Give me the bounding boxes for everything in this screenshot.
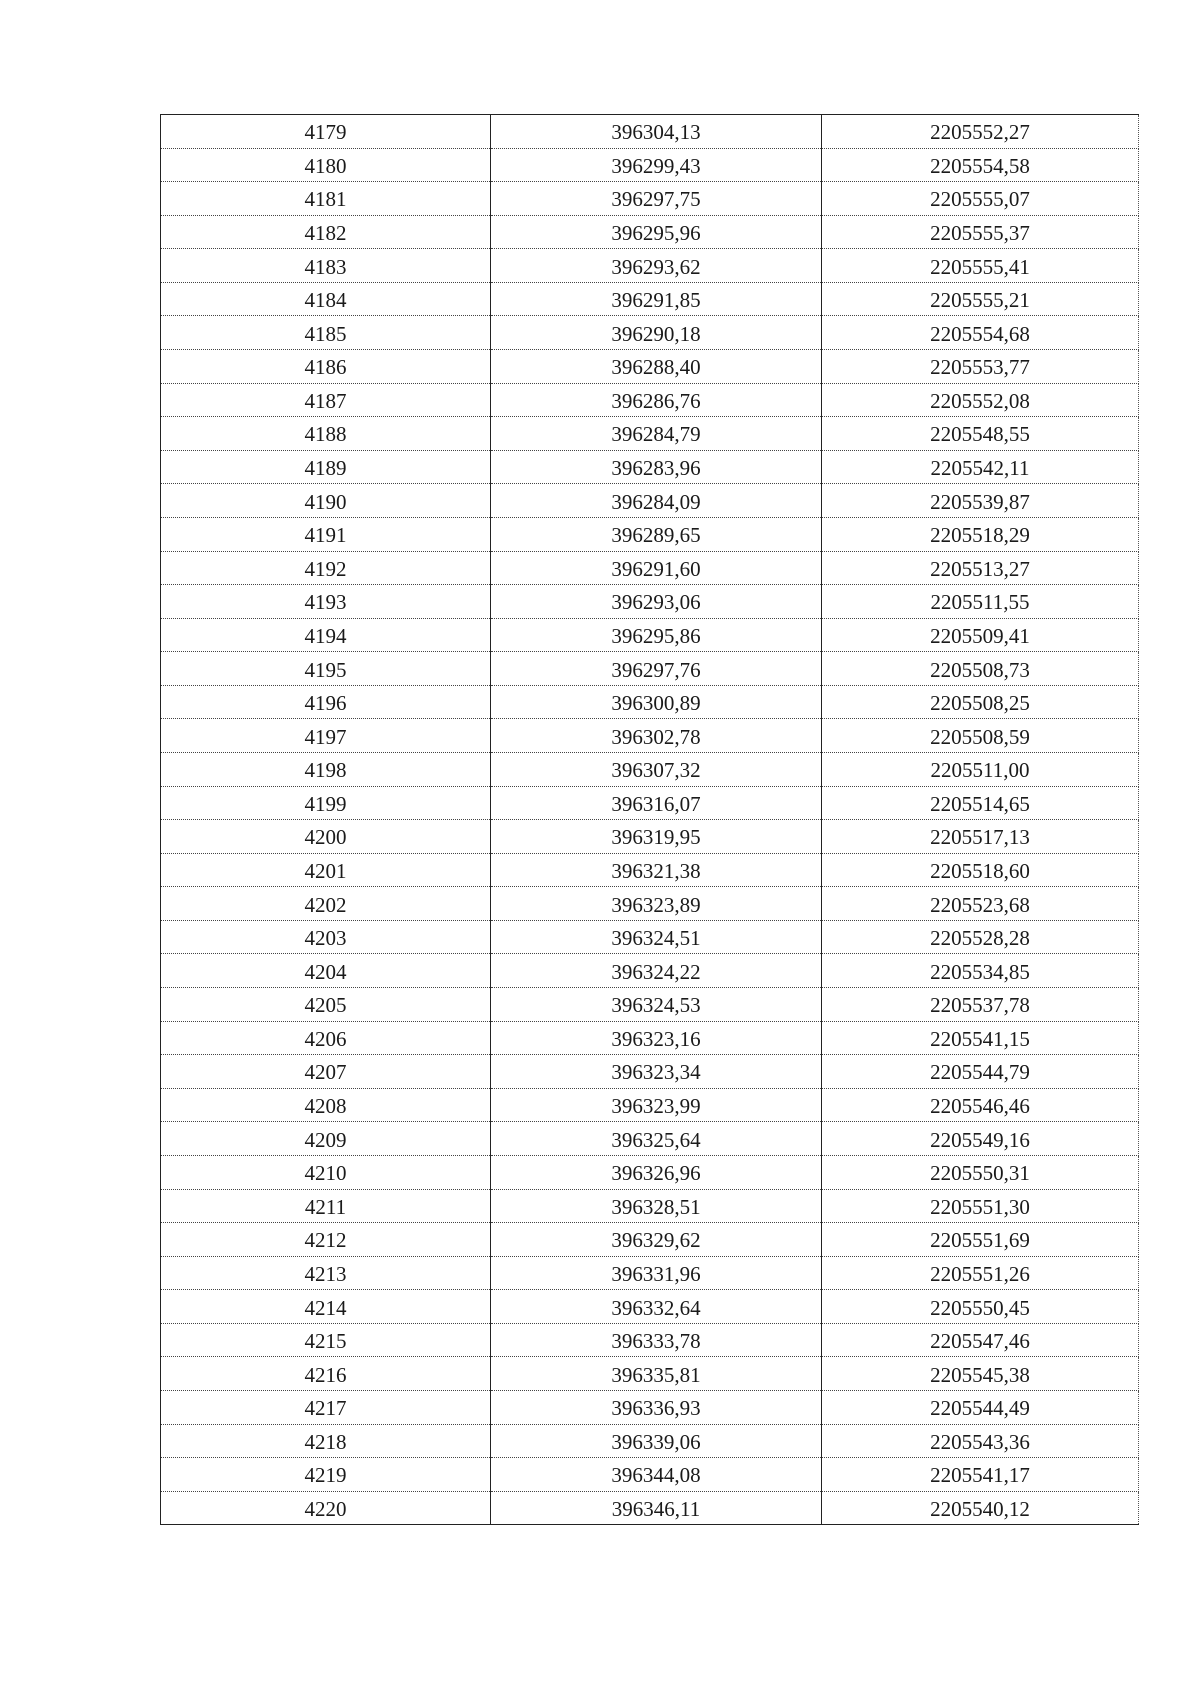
table-row [161, 350, 1139, 384]
point-number-cell: 4179 [161, 115, 491, 149]
point-number-cell: 4192 [161, 551, 491, 585]
x-coordinate-cell: 396304,13 [491, 115, 822, 149]
point-number-cell: 4189 [161, 450, 491, 484]
table-row [161, 1155, 1139, 1189]
y-coordinate-cell: 2205511,00 [822, 752, 1139, 786]
y-coordinate-cell: 2205523,68 [822, 887, 1139, 921]
table-row [161, 1122, 1139, 1156]
x-coordinate-cell: 396283,96 [491, 450, 822, 484]
point-number-cell: 4188 [161, 417, 491, 451]
y-coordinate-cell: 2205550,31 [822, 1155, 1139, 1189]
point-number-cell: 4209 [161, 1122, 491, 1156]
y-coordinate-cell: 2205555,37 [822, 215, 1139, 249]
point-number-cell: 4190 [161, 484, 491, 518]
x-coordinate-cell: 396300,89 [491, 685, 822, 719]
y-coordinate-cell: 2205555,41 [822, 249, 1139, 283]
table-row [161, 887, 1139, 921]
table-row [161, 618, 1139, 652]
y-coordinate-cell: 2205511,55 [822, 585, 1139, 619]
x-coordinate-cell: 396336,93 [491, 1390, 822, 1424]
y-coordinate-cell: 2205517,13 [822, 820, 1139, 854]
y-coordinate-cell: 2205540,12 [822, 1491, 1139, 1525]
table-row [161, 182, 1139, 216]
x-coordinate-cell: 396332,64 [491, 1290, 822, 1324]
point-number-cell: 4205 [161, 988, 491, 1022]
point-number-cell: 4218 [161, 1424, 491, 1458]
x-coordinate-cell: 396288,40 [491, 350, 822, 384]
x-coordinate-cell: 396295,86 [491, 618, 822, 652]
table-row [161, 417, 1139, 451]
point-number-cell: 4191 [161, 517, 491, 551]
x-coordinate-cell: 396299,43 [491, 148, 822, 182]
point-number-cell: 4210 [161, 1155, 491, 1189]
table-row [161, 517, 1139, 551]
x-coordinate-cell: 396329,62 [491, 1223, 822, 1257]
y-coordinate-cell: 2205554,68 [822, 316, 1139, 350]
x-coordinate-cell: 396323,16 [491, 1021, 822, 1055]
x-coordinate-cell: 396333,78 [491, 1323, 822, 1357]
y-coordinate-cell: 2205509,41 [822, 618, 1139, 652]
point-number-cell: 4202 [161, 887, 491, 921]
y-coordinate-cell: 2205541,17 [822, 1458, 1139, 1492]
table-row [161, 752, 1139, 786]
x-coordinate-cell: 396326,96 [491, 1155, 822, 1189]
table-row [161, 1290, 1139, 1324]
y-coordinate-cell: 2205543,36 [822, 1424, 1139, 1458]
point-number-cell: 4214 [161, 1290, 491, 1324]
y-coordinate-cell: 2205551,69 [822, 1223, 1139, 1257]
table-row [161, 484, 1139, 518]
table-row [161, 820, 1139, 854]
table-row [161, 1021, 1139, 1055]
table-row [161, 685, 1139, 719]
point-number-cell: 4186 [161, 350, 491, 384]
point-number-cell: 4193 [161, 585, 491, 619]
point-number-cell: 4211 [161, 1189, 491, 1223]
point-number-cell: 4187 [161, 383, 491, 417]
y-coordinate-cell: 2205552,08 [822, 383, 1139, 417]
y-coordinate-cell: 2205549,16 [822, 1122, 1139, 1156]
x-coordinate-cell: 396335,81 [491, 1357, 822, 1391]
y-coordinate-cell: 2205544,49 [822, 1390, 1139, 1424]
table-row [161, 1256, 1139, 1290]
x-coordinate-cell: 396307,32 [491, 752, 822, 786]
table-row [161, 954, 1139, 988]
table-row [161, 1189, 1139, 1223]
table-row [161, 383, 1139, 417]
x-coordinate-cell: 396293,62 [491, 249, 822, 283]
point-number-cell: 4196 [161, 685, 491, 719]
table-row [161, 450, 1139, 484]
table-row [161, 1390, 1139, 1424]
y-coordinate-cell: 2205508,59 [822, 719, 1139, 753]
point-number-cell: 4180 [161, 148, 491, 182]
table-row [161, 215, 1139, 249]
y-coordinate-cell: 2205555,07 [822, 182, 1139, 216]
point-number-cell: 4183 [161, 249, 491, 283]
point-number-cell: 4195 [161, 652, 491, 686]
y-coordinate-cell: 2205554,58 [822, 148, 1139, 182]
y-coordinate-cell: 2205544,79 [822, 1055, 1139, 1089]
table-row [161, 1088, 1139, 1122]
x-coordinate-cell: 396302,78 [491, 719, 822, 753]
y-coordinate-cell: 2205550,45 [822, 1290, 1139, 1324]
point-number-cell: 4185 [161, 316, 491, 350]
y-coordinate-cell: 2205508,73 [822, 652, 1139, 686]
x-coordinate-cell: 396289,65 [491, 517, 822, 551]
y-coordinate-cell: 2205548,55 [822, 417, 1139, 451]
y-coordinate-cell: 2205541,15 [822, 1021, 1139, 1055]
table-row [161, 988, 1139, 1022]
x-coordinate-cell: 396323,89 [491, 887, 822, 921]
table-row [161, 1458, 1139, 1492]
x-coordinate-cell: 396295,96 [491, 215, 822, 249]
table-row [161, 1491, 1139, 1525]
table-row [161, 1223, 1139, 1257]
x-coordinate-cell: 396286,76 [491, 383, 822, 417]
x-coordinate-cell: 396323,34 [491, 1055, 822, 1089]
y-coordinate-cell: 2205547,46 [822, 1323, 1139, 1357]
y-coordinate-cell: 2205553,77 [822, 350, 1139, 384]
point-number-cell: 4219 [161, 1458, 491, 1492]
table-row [161, 115, 1139, 149]
point-number-cell: 4200 [161, 820, 491, 854]
table-row [161, 853, 1139, 887]
table-row [161, 585, 1139, 619]
y-coordinate-cell: 2205513,27 [822, 551, 1139, 585]
table-row [161, 719, 1139, 753]
x-coordinate-cell: 396325,64 [491, 1122, 822, 1156]
x-coordinate-cell: 396297,76 [491, 652, 822, 686]
y-coordinate-cell: 2205546,46 [822, 1088, 1139, 1122]
x-coordinate-cell: 396293,06 [491, 585, 822, 619]
point-number-cell: 4215 [161, 1323, 491, 1357]
table-row [161, 920, 1139, 954]
x-coordinate-cell: 396331,96 [491, 1256, 822, 1290]
x-coordinate-cell: 396324,51 [491, 920, 822, 954]
y-coordinate-cell: 2205537,78 [822, 988, 1139, 1022]
table-row [161, 282, 1139, 316]
x-coordinate-cell: 396321,38 [491, 853, 822, 887]
x-coordinate-cell: 396346,11 [491, 1491, 822, 1525]
x-coordinate-cell: 396291,85 [491, 282, 822, 316]
x-coordinate-cell: 396324,53 [491, 988, 822, 1022]
table-row [161, 1055, 1139, 1089]
x-coordinate-cell: 396328,51 [491, 1189, 822, 1223]
point-number-cell: 4198 [161, 752, 491, 786]
x-coordinate-cell: 396291,60 [491, 551, 822, 585]
x-coordinate-cell: 396297,75 [491, 182, 822, 216]
y-coordinate-cell: 2205552,27 [822, 115, 1139, 149]
point-number-cell: 4220 [161, 1491, 491, 1525]
table-row [161, 1323, 1139, 1357]
y-coordinate-cell: 2205528,28 [822, 920, 1139, 954]
y-coordinate-cell: 2205508,25 [822, 685, 1139, 719]
point-number-cell: 4181 [161, 182, 491, 216]
x-coordinate-cell: 396319,95 [491, 820, 822, 854]
point-number-cell: 4216 [161, 1357, 491, 1391]
x-coordinate-cell: 396339,06 [491, 1424, 822, 1458]
point-number-cell: 4208 [161, 1088, 491, 1122]
point-number-cell: 4194 [161, 618, 491, 652]
point-number-cell: 4182 [161, 215, 491, 249]
point-number-cell: 4197 [161, 719, 491, 753]
y-coordinate-cell: 2205545,38 [822, 1357, 1139, 1391]
table-row [161, 316, 1139, 350]
y-coordinate-cell: 2205551,26 [822, 1256, 1139, 1290]
x-coordinate-cell: 396284,79 [491, 417, 822, 451]
point-number-cell: 4201 [161, 853, 491, 887]
point-number-cell: 4199 [161, 786, 491, 820]
point-number-cell: 4217 [161, 1390, 491, 1424]
y-coordinate-cell: 2205518,60 [822, 853, 1139, 887]
y-coordinate-cell: 2205514,65 [822, 786, 1139, 820]
x-coordinate-cell: 396284,09 [491, 484, 822, 518]
point-number-cell: 4204 [161, 954, 491, 988]
point-number-cell: 4184 [161, 282, 491, 316]
point-number-cell: 4212 [161, 1223, 491, 1257]
y-coordinate-cell: 2205539,87 [822, 484, 1139, 518]
table-row [161, 652, 1139, 686]
x-coordinate-cell: 396344,08 [491, 1458, 822, 1492]
y-coordinate-cell: 2205551,30 [822, 1189, 1139, 1223]
point-number-cell: 4213 [161, 1256, 491, 1290]
coordinates-table [160, 114, 1139, 1525]
y-coordinate-cell: 2205534,85 [822, 954, 1139, 988]
x-coordinate-cell: 396323,99 [491, 1088, 822, 1122]
table-row [161, 1357, 1139, 1391]
coordinates-table-body [161, 115, 1139, 1525]
table-row [161, 148, 1139, 182]
table-row [161, 249, 1139, 283]
point-number-cell: 4206 [161, 1021, 491, 1055]
table-row [161, 786, 1139, 820]
point-number-cell: 4203 [161, 920, 491, 954]
x-coordinate-cell: 396290,18 [491, 316, 822, 350]
table-row [161, 1424, 1139, 1458]
y-coordinate-cell: 2205555,21 [822, 282, 1139, 316]
y-coordinate-cell: 2205542,11 [822, 450, 1139, 484]
table-row [161, 551, 1139, 585]
y-coordinate-cell: 2205518,29 [822, 517, 1139, 551]
x-coordinate-cell: 396324,22 [491, 954, 822, 988]
point-number-cell: 4207 [161, 1055, 491, 1089]
x-coordinate-cell: 396316,07 [491, 786, 822, 820]
